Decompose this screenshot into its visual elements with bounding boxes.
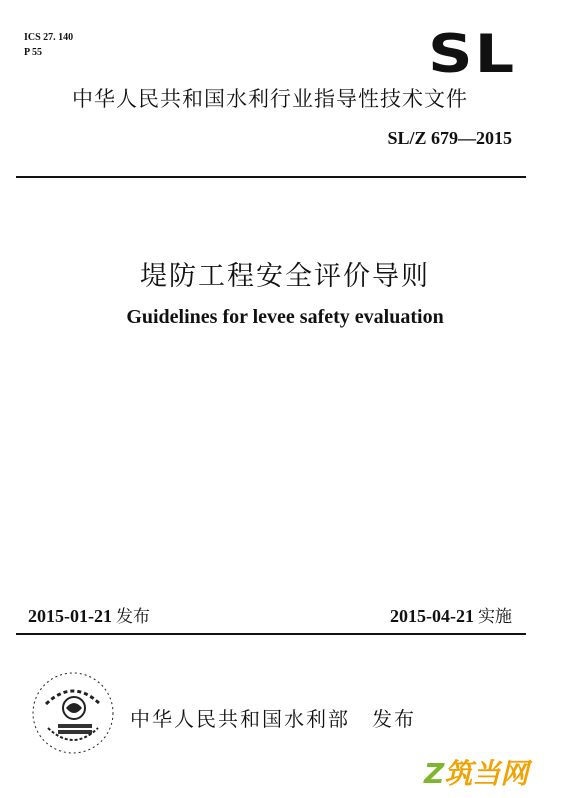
implement-date: 2015-04-21 xyxy=(390,606,474,626)
publisher-seal-icon xyxy=(28,668,118,758)
implement-date-block xyxy=(390,602,512,627)
bottom-divider xyxy=(16,633,526,635)
issuer-line xyxy=(130,703,416,732)
site-watermark xyxy=(424,752,528,792)
issue-date: 2015-01-21 xyxy=(28,606,112,626)
issue-date-block xyxy=(28,602,150,627)
issuer-name: 中华人民共和国水利部 xyxy=(130,707,350,731)
standard-type: 中华人民共和国水利行业指导性技术文件 xyxy=(72,87,468,111)
sl-logo: SL xyxy=(428,22,517,85)
watermark-text: 筑当网 xyxy=(444,757,529,790)
watermark-z-icon: Z xyxy=(424,757,445,790)
class-code: P 55 xyxy=(24,47,43,58)
ics-code: ICS 27. 140 xyxy=(24,32,74,43)
implement-label: 实施 xyxy=(478,607,512,627)
standard-number: SL/Z 679—2015 xyxy=(387,128,512,148)
title-english: Guidelines for levee safety evaluation xyxy=(126,306,444,328)
classification-codes xyxy=(24,30,73,60)
issue-label: 发布 xyxy=(116,607,150,627)
issuer-action: 发布 xyxy=(372,707,416,731)
top-divider xyxy=(16,176,526,178)
title-chinese: 堤防工程安全评价导则 xyxy=(140,261,430,292)
